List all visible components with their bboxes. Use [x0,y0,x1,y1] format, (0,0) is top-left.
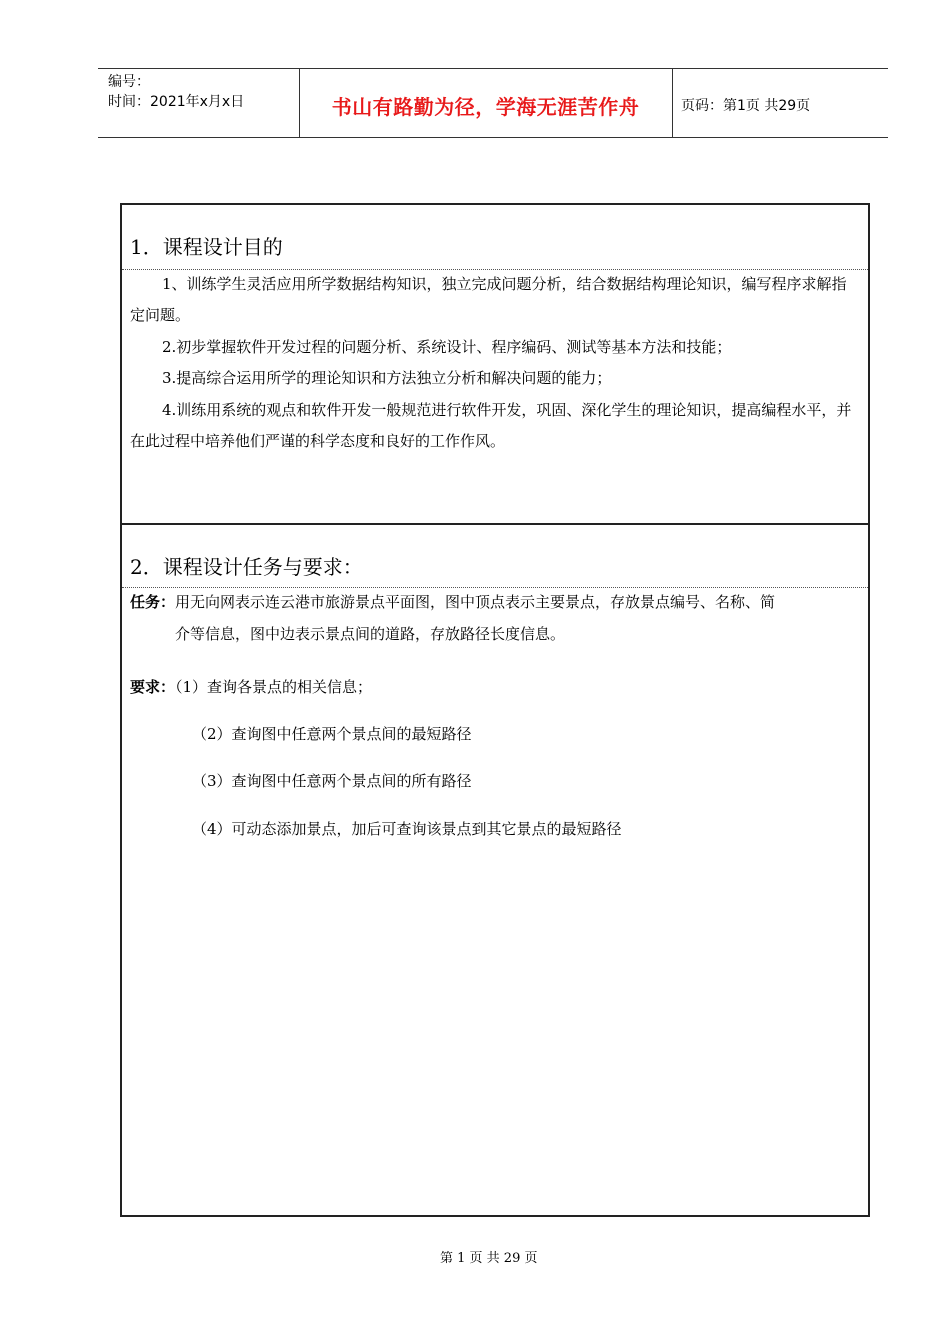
section1-item-3: 3.提高综合运用所学的理论知识和方法独立分析和解决问题的能力； [162,369,612,387]
section1-item-4: 4.训练用系统的观点和软件开发一般规范进行软件开发，巩固、深化学生的理论知识，提高编程水平，并在此过程中培养他们严谨的科学态度和良好的工作作风。 [130,401,852,450]
header-motto-cell [299,69,673,137]
section-divider [122,523,868,525]
task-label: 任务： [130,593,176,611]
section1-item-1: 1、训练学生灵活应用所学数据结构知识，独立完成问题分析，结合数据结构理论知识，编写程序求解指定问题。 [130,275,847,324]
document-header [98,68,888,138]
section2-title: 2．课程设计任务与要求： [130,555,363,579]
section2-dotted-rule [122,587,868,588]
motto-text: 书山有路勤为径，学海无涯苦作舟 [331,95,640,119]
requirement-1: 要求：（1）查询各景点的相关信息； [130,678,373,696]
page-footer: 第 1 页 共 29 页 [440,1251,538,1266]
task-line-2: 介等信息，图中边表示景点间的道路，存放路径长度信息。 [175,625,566,643]
serial-number-label: 编号： [108,74,150,90]
page-number-label: 页码：第1页 共29页 [681,98,811,114]
section1-item-2: 2.初步掌握软件开发过程的问题分析、系统设计、程序编码、测试等基本方法和技能； [162,338,732,356]
time-label: 时间：2021年x月x日 [108,94,245,110]
requirement-4: （4）可动态添加景点，加后可查询该景点到其它景点的最短路径 [192,820,622,838]
task-line-1: 任务：用无向网表示连云港市旅游景点平面图，图中顶点表示主要景点，存放景点编号、名称、简 [130,593,776,611]
section1-title: 1．课程设计目的 [130,235,283,259]
requirement-3: （3）查询图中任意两个景点间的所有路径 [192,772,472,790]
requirement-label: 要求： [130,678,176,696]
header-meta-cell [98,69,300,137]
header-page-cell [673,69,888,137]
requirement-2: （2）查询图中任意两个景点间的最短路径 [192,725,472,743]
content-table [120,203,870,1217]
